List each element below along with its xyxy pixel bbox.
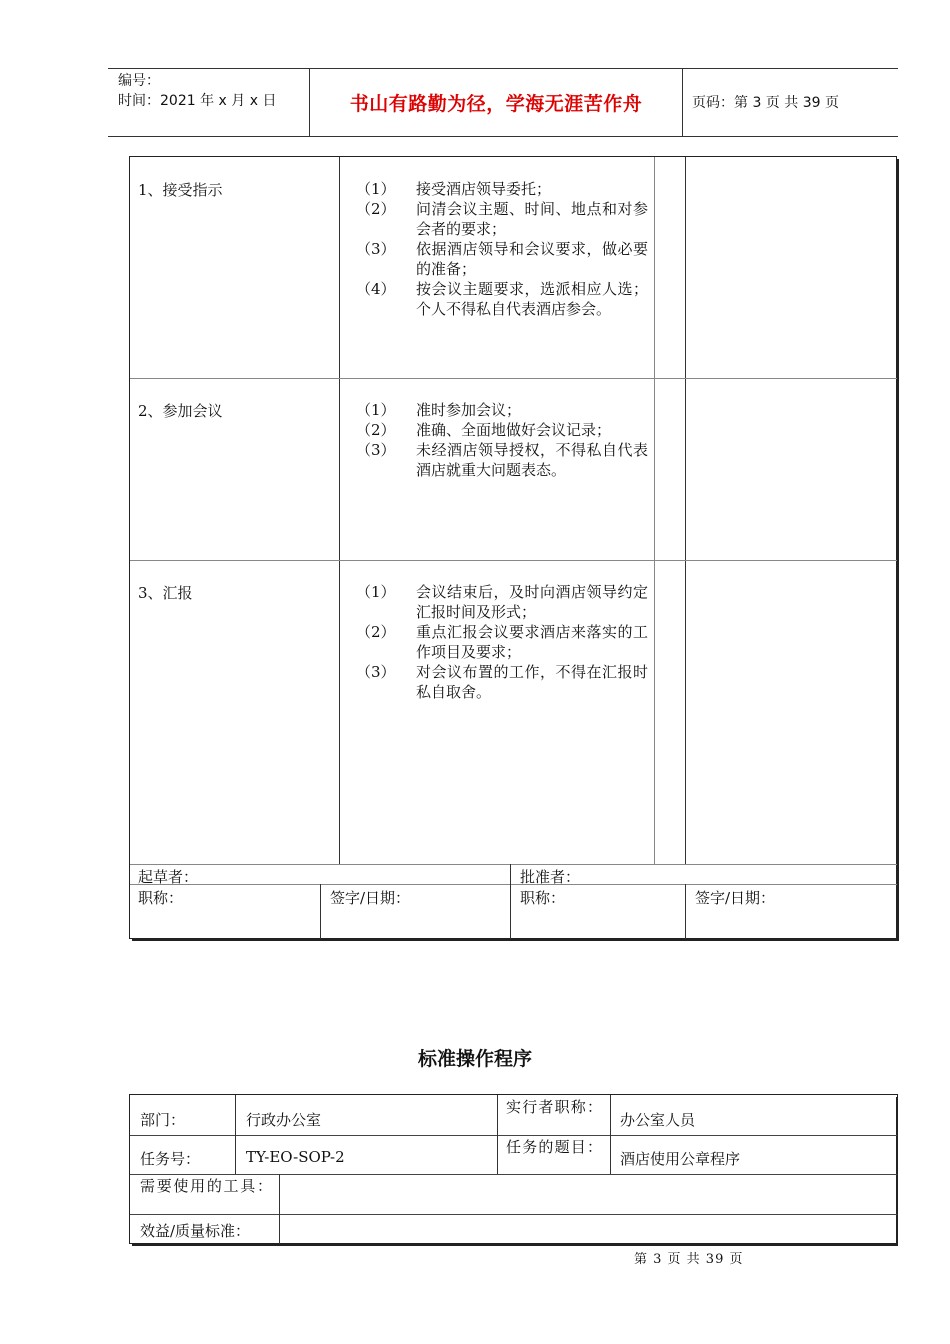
list-item: （4） 按会议主题要求，选派相应人选；个人不得私自代表酒店参会。 — [356, 280, 648, 318]
approver-sign-date-label: 签字/日期： — [695, 889, 776, 907]
drafter-label: 起草者： — [138, 868, 199, 886]
step-3-list — [356, 582, 648, 702]
step-3-title: 3、汇报 — [138, 584, 193, 602]
approver-title-label: 职称： — [520, 889, 566, 907]
list-item: （1） 接受酒店领导委托； — [356, 180, 552, 198]
executor-label: 实行者职称： — [506, 1098, 602, 1116]
quality-label: 效益/质量标准： — [140, 1222, 251, 1240]
step-1-list — [356, 179, 648, 319]
task-title-value: 酒店使用公章程序 — [620, 1150, 741, 1168]
list-item: （1） 准时参加会议； — [356, 401, 522, 419]
drafter-sign-date-label: 签字/日期： — [330, 889, 411, 907]
task-number-label: 任务号： — [140, 1150, 201, 1168]
list-item: （1） 会议结束后，及时向酒店领导约定汇报时间及形式； — [356, 583, 648, 621]
header-motto: 书山有路勤为径，学海无涯苦作舟 — [349, 92, 643, 115]
task-title-label: 任务的题目： — [506, 1138, 602, 1156]
doc-date-label: 时间：2021 年 x 月 x 日 — [118, 93, 277, 109]
dept-label: 部门： — [140, 1111, 186, 1129]
doc-number-label: 编号： — [118, 73, 160, 89]
list-item: （2） 问清会议主题、时间、地点和对参会者的要求； — [356, 200, 648, 238]
list-item: （3） 依据酒店领导和会议要求，做必要的准备； — [356, 240, 648, 278]
header-meta — [118, 71, 276, 111]
dept-value: 行政办公室 — [246, 1111, 322, 1129]
step-1-title: 1、接受指示 — [138, 181, 223, 199]
tools-label: 需要使用的工具： — [140, 1177, 272, 1195]
header-page-info: 页码：第 3 页 共 39 页 — [692, 95, 839, 111]
list-item: （3） 未经酒店领导授权，不得私自代表酒店就重大问题表态。 — [356, 441, 648, 479]
step-2-list — [356, 400, 648, 480]
executor-value: 办公室人员 — [620, 1111, 696, 1129]
footer-page-number: 第 3 页 共 39 页 — [634, 1252, 744, 1267]
drafter-title-label: 职称： — [138, 889, 184, 907]
task-number-value: TY-EO-SOP-2 — [246, 1148, 345, 1166]
sop-title: 标准操作程序 — [417, 1048, 532, 1070]
step-2-title: 2、参加会议 — [138, 402, 223, 420]
approver-label: 批准者： — [520, 868, 581, 886]
list-item: （2） 重点汇报会议要求酒店来落实的工作项目及要求； — [356, 623, 648, 661]
list-item: （3） 对会议布置的工作，不得在汇报时私自取舍。 — [356, 663, 648, 701]
list-item: （2） 准确、全面地做好会议记录； — [356, 421, 612, 439]
